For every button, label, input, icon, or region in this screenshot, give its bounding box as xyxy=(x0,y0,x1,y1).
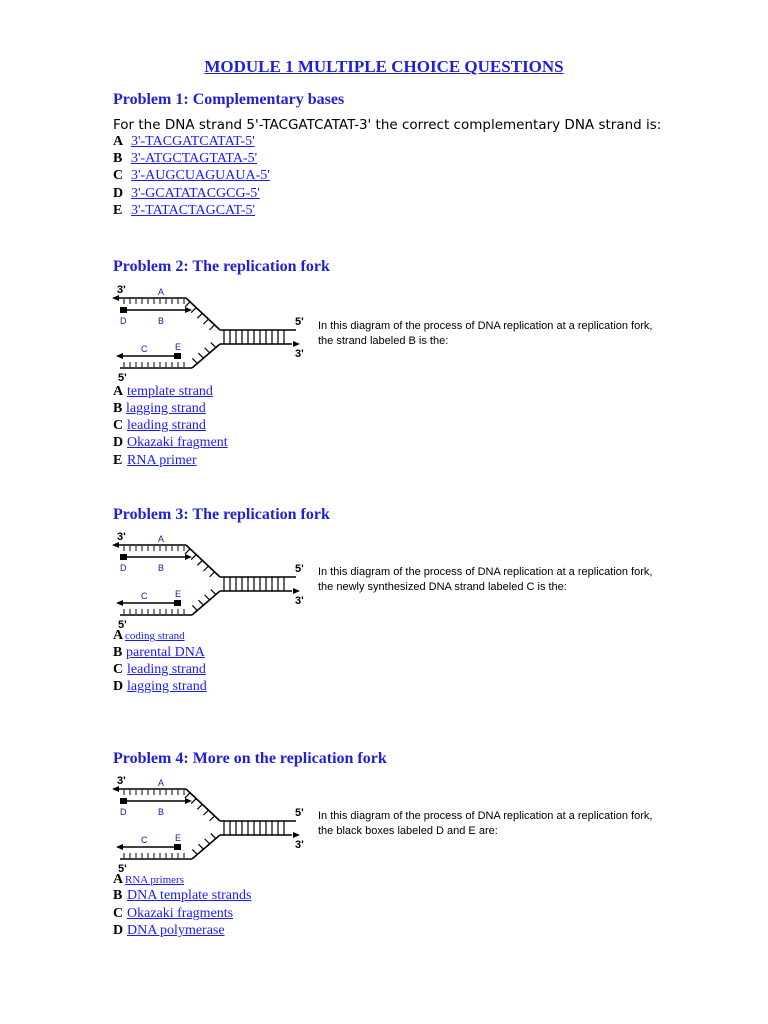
label-e: E xyxy=(175,342,182,352)
problem-4-option-b xyxy=(113,888,251,904)
label-b: B xyxy=(158,563,165,573)
arrowhead-left-icon xyxy=(116,353,123,359)
label-3-prime-top: 3' xyxy=(117,531,126,543)
problem-1-option-e xyxy=(113,203,255,219)
option-letter: E xyxy=(113,453,123,468)
option-letter: A xyxy=(113,628,124,643)
label-3-prime-right: 3' xyxy=(295,595,304,607)
base-tick xyxy=(191,308,196,313)
base-tick xyxy=(210,572,215,577)
problem-1-answer-b-link[interactable]: 3'-ATGCTAGTATA-5' xyxy=(131,151,258,166)
problem-3-question: In this diagram of the process of DNA replication at a replication fork, the newly synthesized DNA strand labeled C is the: xyxy=(318,566,653,593)
option-letter: A xyxy=(113,384,124,399)
option-letter: A xyxy=(113,134,124,149)
label-3-prime-right: 3' xyxy=(295,348,304,360)
label-3-prime-top: 3' xyxy=(117,775,126,787)
problem-4-answer-a-link[interactable]: RNA primers xyxy=(125,874,184,886)
label-5-prime-bottom: 5' xyxy=(118,863,127,875)
base-tick xyxy=(197,804,202,809)
option-letter: C xyxy=(113,906,124,921)
primer-box-d xyxy=(120,307,127,313)
primer-box-e xyxy=(174,353,181,359)
label-5-prime-bottom: 5' xyxy=(118,619,127,631)
base-tick xyxy=(205,839,210,844)
label-d: D xyxy=(120,316,127,326)
base-tick xyxy=(205,348,210,353)
problem-2-option-c xyxy=(113,418,206,434)
problem-3-option-c xyxy=(113,662,206,678)
label-5-prime-bottom: 5' xyxy=(118,372,127,384)
problem-1-option-c xyxy=(113,168,270,184)
base-tick xyxy=(211,590,216,595)
replication-fork-diagram xyxy=(108,280,318,385)
label-a: A xyxy=(158,534,165,544)
fork-arm-top xyxy=(186,545,220,577)
option-letter: A xyxy=(113,872,124,887)
arrowhead-right-icon xyxy=(293,341,300,347)
problem-4-option-a xyxy=(113,872,184,888)
arrowhead-left-icon xyxy=(116,600,123,606)
problem-1-heading: Problem 1: Complementary bases xyxy=(113,91,345,108)
label-c: C xyxy=(141,835,148,845)
primer-box-e xyxy=(174,844,181,850)
problem-3-option-b xyxy=(113,645,205,661)
base-tick xyxy=(210,325,215,330)
primer-box-d xyxy=(120,554,127,560)
label-b: B xyxy=(158,807,165,817)
problem-2-answer-e-link[interactable]: RNA primer xyxy=(127,453,197,468)
problem-2-answer-a-link[interactable]: template strand xyxy=(127,384,213,399)
problem-2-answer-b-link[interactable]: lagging strand xyxy=(126,401,206,416)
problem-3-answer-b-link[interactable]: parental DNA xyxy=(126,645,205,660)
label-3-prime-right: 3' xyxy=(295,839,304,851)
option-letter: D xyxy=(113,923,124,938)
base-tick xyxy=(211,834,216,839)
primer-box-e xyxy=(174,600,181,606)
fork-arm-top xyxy=(186,789,220,821)
label-a: A xyxy=(158,287,165,297)
fork-arm-bottom xyxy=(192,344,220,368)
option-letter: B xyxy=(113,401,123,416)
label-e: E xyxy=(175,833,182,843)
option-letter: C xyxy=(113,168,124,183)
problem-2-question: In this diagram of the process of DNA replication at a replication fork, the strand labeled B is the: xyxy=(318,320,653,347)
problem-1-answer-c-link[interactable]: 3'-AUGCUAGUAUA-5' xyxy=(131,168,270,183)
base-tick xyxy=(192,358,197,363)
primer-box-d xyxy=(120,798,127,804)
option-letter: D xyxy=(113,679,124,694)
problem-4-answer-d-link[interactable]: DNA polymerase xyxy=(127,923,225,938)
option-letter: B xyxy=(113,888,123,903)
problem-1-option-a xyxy=(113,134,255,150)
arrowhead-left-icon xyxy=(116,844,123,850)
option-letter: B xyxy=(113,151,123,166)
problem-1-option-b xyxy=(113,151,257,167)
base-tick xyxy=(191,799,196,804)
base-tick xyxy=(198,844,203,849)
problem-2-option-a xyxy=(113,384,213,400)
problem-1-answer-d-link[interactable]: 3'-GCATATACGCG-5' xyxy=(131,186,260,201)
replication-fork-diagram xyxy=(108,527,318,632)
problem-4-answer-b-link[interactable]: DNA template strands xyxy=(127,888,252,903)
option-letter: E xyxy=(113,203,123,218)
problem-3-answer-a-link[interactable]: coding strand xyxy=(125,630,185,642)
option-letter: D xyxy=(113,435,124,450)
arrowhead-right-icon xyxy=(293,832,300,838)
label-3-prime-top: 3' xyxy=(117,284,126,296)
problem-3-answer-c-link[interactable]: leading strand xyxy=(127,662,206,677)
problem-4-heading: Problem 4: More on the replication fork xyxy=(113,750,387,767)
base-tick xyxy=(197,560,202,565)
problem-1-answer-e-link[interactable]: 3'-TATACTAGCAT-5' xyxy=(131,203,256,218)
replication-fork-diagram xyxy=(108,771,318,876)
option-letter: D xyxy=(113,186,124,201)
problem-2-option-b xyxy=(113,401,206,417)
label-d: D xyxy=(120,563,127,573)
label-b: B xyxy=(158,316,165,326)
base-tick xyxy=(192,605,197,610)
base-tick xyxy=(198,600,203,605)
base-tick xyxy=(210,816,215,821)
problem-3-option-d xyxy=(113,679,207,695)
base-tick xyxy=(197,313,202,318)
fork-arm-top xyxy=(186,298,220,330)
base-tick xyxy=(191,555,196,560)
problem-4-option-d xyxy=(113,923,225,939)
base-tick xyxy=(211,343,216,348)
base-tick xyxy=(185,549,190,554)
label-a: A xyxy=(158,778,165,788)
arrowhead-right-icon xyxy=(293,588,300,594)
base-tick xyxy=(203,319,208,324)
problem-2-option-e xyxy=(113,453,197,469)
base-tick xyxy=(203,810,208,815)
option-letter: C xyxy=(113,662,124,677)
problem-1-answer-a-link[interactable]: 3'-TACGATCATAT-5' xyxy=(131,134,255,149)
problem-3-heading: Problem 3: The replication fork xyxy=(113,506,330,523)
base-tick xyxy=(192,849,197,854)
base-tick xyxy=(205,595,210,600)
option-letter: C xyxy=(113,418,124,433)
problem-4-answer-c-link[interactable]: Okazaki fragments xyxy=(127,906,234,921)
problem-2-answer-c-link[interactable]: leading strand xyxy=(127,418,206,433)
base-tick xyxy=(185,793,190,798)
label-d: D xyxy=(120,807,127,817)
problem-2-heading: Problem 2: The replication fork xyxy=(113,258,330,275)
base-tick xyxy=(203,566,208,571)
label-5-prime-right: 5' xyxy=(295,807,304,819)
label-5-prime-right: 5' xyxy=(295,563,304,575)
label-c: C xyxy=(141,591,148,601)
label-c: C xyxy=(141,344,148,354)
label-5-prime-right: 5' xyxy=(295,316,304,328)
problem-2-answer-d-link[interactable]: Okazaki fragment xyxy=(127,435,228,450)
option-letter: B xyxy=(113,645,123,660)
problem-1-option-d xyxy=(113,186,260,202)
page-title: MODULE 1 MULTIPLE CHOICE QUESTIONS xyxy=(204,57,564,76)
problem-3-answer-d-link[interactable]: lagging strand xyxy=(127,679,207,694)
problem-4-question: In this diagram of the process of DNA replication at a replication fork, the black boxes labeled D and E are: xyxy=(318,810,653,837)
problem-2-option-d xyxy=(113,435,228,451)
label-e: E xyxy=(175,589,182,599)
problem-1-question: For the DNA strand 5'-TACGATCATAT-3' the correct complementary DNA strand is: xyxy=(113,117,662,133)
base-tick xyxy=(198,353,203,358)
base-tick xyxy=(185,302,190,307)
problem-4-option-c xyxy=(113,906,233,922)
problem-3-option-a xyxy=(113,628,185,644)
